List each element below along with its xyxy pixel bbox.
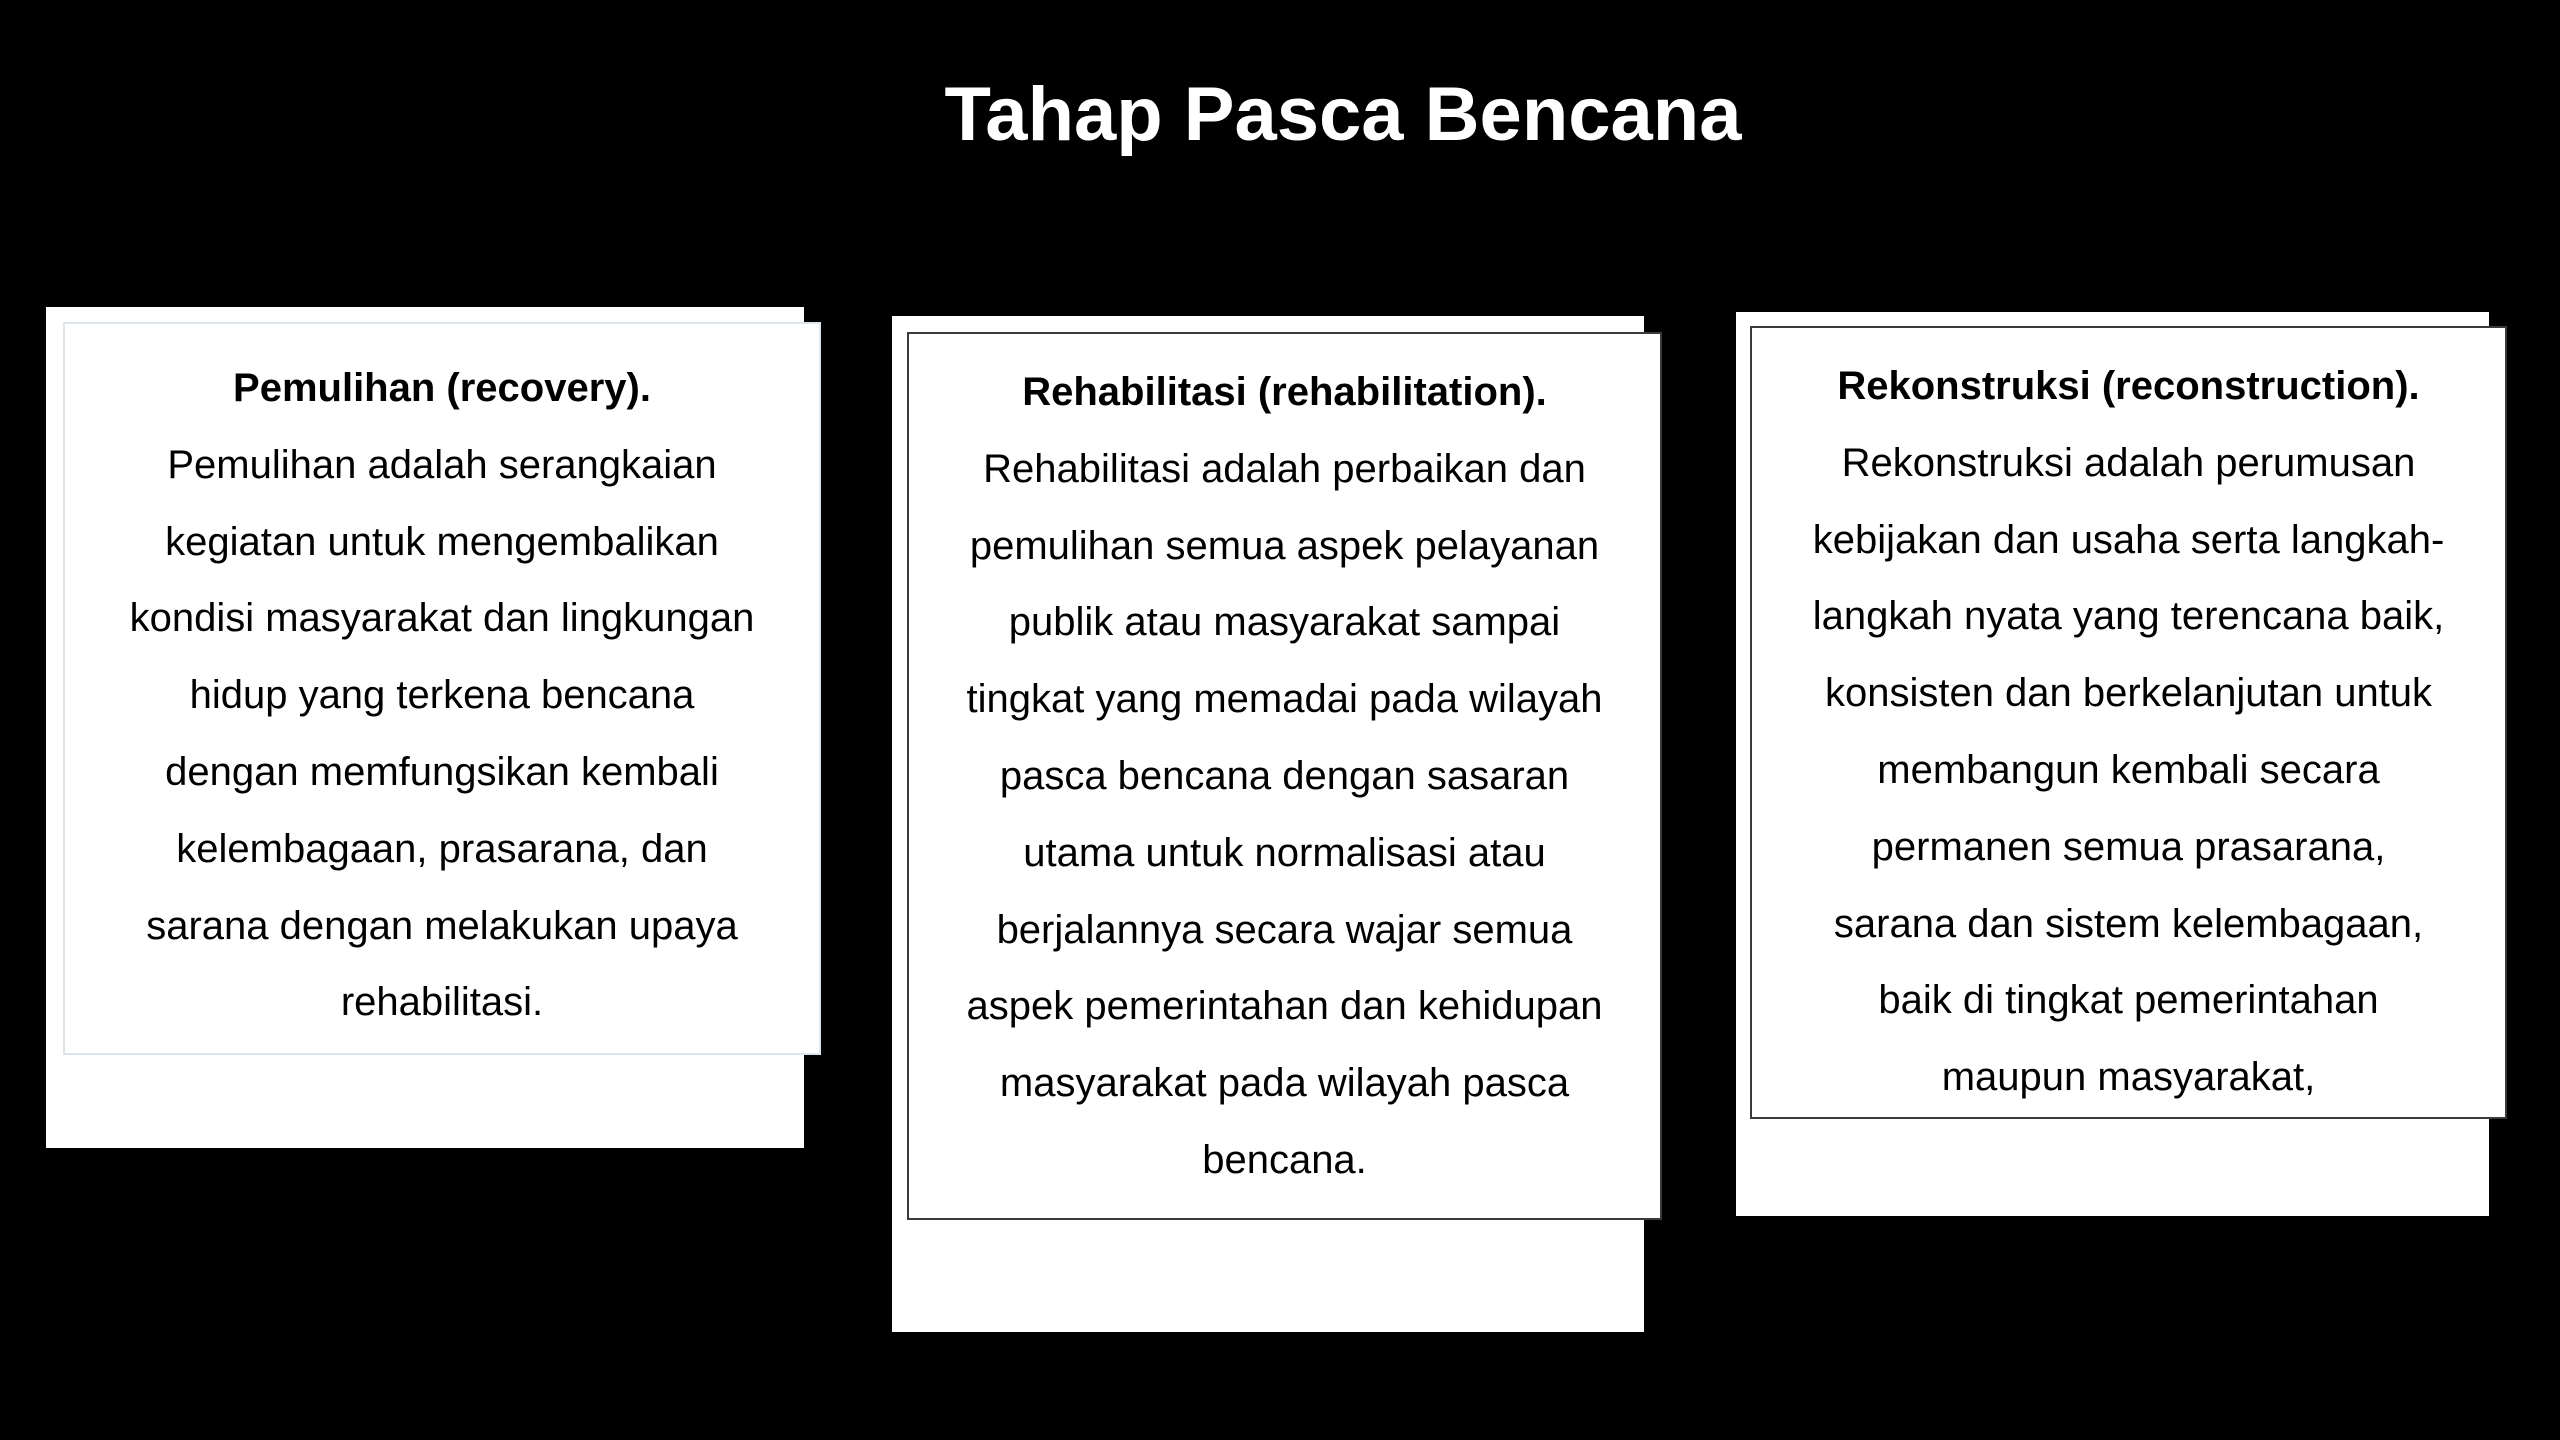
card-line: kegiatan untuk mengembalikan: [165, 519, 719, 564]
card-line: maupun masyarakat,: [1941, 1055, 2316, 1100]
card-line: Rekonstruksi adalah perumusan: [1841, 440, 2416, 485]
card-line: baik di tingkat pemerintahan: [1878, 978, 2379, 1023]
card-heading: Pemulihan (recovery).: [233, 366, 651, 410]
card-line: Rehabilitasi adalah perbaikan dan: [983, 446, 1586, 491]
card-line: membangun kembali secara: [1877, 747, 2380, 792]
card-line: utama untuk normalisasi atau: [1023, 830, 1546, 875]
card-line: kondisi masyarakat dan lingkungan: [129, 596, 755, 641]
card-line: pasca bencana dengan sasaran: [999, 753, 1570, 798]
card-recovery: [63, 322, 821, 1055]
card-reconstruction: [1750, 326, 2507, 1119]
card-line: bencana.: [1202, 1137, 1367, 1182]
card-line: Pemulihan adalah serangkaian: [167, 442, 717, 487]
card-line: rehabilitasi.: [340, 980, 544, 1025]
card-line: langkah nyata yang terencana baik,: [1812, 594, 2445, 639]
card-line: aspek pemerintahan dan kehidupan: [966, 984, 1603, 1029]
card-rehabilitation: [907, 332, 1662, 1220]
card-line: dengan memfungsikan kembali: [165, 749, 719, 794]
card-line: pemulihan semua aspek pelayanan: [969, 523, 1600, 568]
card-line: kelembagaan, prasarana, dan: [176, 826, 708, 871]
card-line: tingkat yang memadai pada wilayah: [966, 677, 1603, 722]
card-line: sarana dan sistem kelembagaan,: [1833, 901, 2424, 946]
card-line: berjalannya secara wajar semua: [996, 907, 1573, 952]
card-heading: Rekonstruksi (reconstruction).: [1837, 364, 2420, 408]
card-line: masyarakat pada wilayah pasca: [999, 1061, 1570, 1106]
card-line: permanen semua prasarana,: [1871, 824, 2386, 869]
card-line: publik atau masyarakat sampai: [1008, 600, 1561, 645]
card-line: sarana dengan melakukan upaya: [146, 903, 738, 948]
card-line: konsisten dan berkelanjutan untuk: [1824, 671, 2433, 716]
card-line: hidup yang terkena bencana: [189, 673, 695, 718]
card-heading: Rehabilitasi (rehabilitation).: [1022, 370, 1547, 414]
page-title: Tahap Pasca Bencana: [944, 72, 1742, 157]
card-line: kebijakan dan usaha serta langkah-: [1812, 517, 2445, 562]
